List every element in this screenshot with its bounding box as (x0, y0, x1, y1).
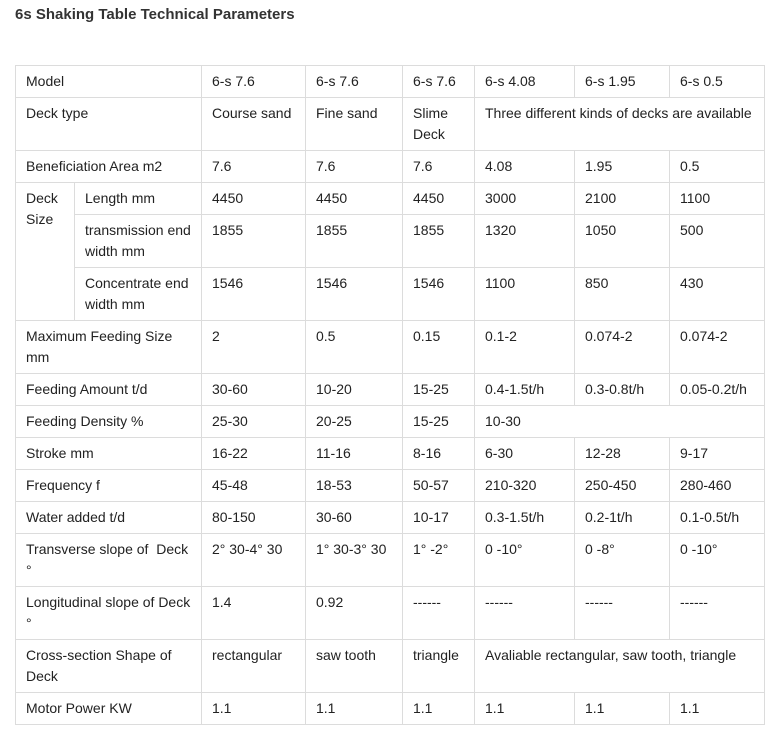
table-cell: 850 (575, 268, 670, 321)
table-cell: 1.95 (575, 151, 670, 183)
table-cell: 9-17 (670, 438, 765, 470)
table-cell: 0.074-2 (575, 321, 670, 374)
row-label-deck-size: Deck Size (16, 183, 75, 321)
row-label-deck-type: Deck type (16, 98, 202, 151)
table-cell: 4450 (403, 183, 475, 215)
table-cell: 7.6 (306, 151, 403, 183)
table-cell: 1.1 (475, 693, 575, 725)
table-cell: 0 -10° (670, 534, 765, 587)
table-cell: ------ (475, 587, 575, 640)
table-cell: 1° 30-3° 30 (306, 534, 403, 587)
table-cell: 0.05-0.2t/h (670, 374, 765, 406)
table-cell: 430 (670, 268, 765, 321)
table-cell: 30-60 (306, 502, 403, 534)
table-cell: rectangular (202, 640, 306, 693)
table-cell: 20-25 (306, 406, 403, 438)
table-cell: 0.5 (306, 321, 403, 374)
table-cell: triangle (403, 640, 475, 693)
table-cell: 15-25 (403, 374, 475, 406)
table-cell: 1546 (202, 268, 306, 321)
table-cell: 11-16 (306, 438, 403, 470)
table-cell: 10-17 (403, 502, 475, 534)
table-cell: 0.92 (306, 587, 403, 640)
table-cell: 0.3-0.8t/h (575, 374, 670, 406)
table-row-motor (16, 693, 765, 725)
table-row-feed-amount (16, 374, 765, 406)
table-row-cross-section (16, 640, 765, 693)
table-cell: 45-48 (202, 470, 306, 502)
table-row-deck-type (16, 98, 765, 151)
row-label-motor: Motor Power KW (16, 693, 202, 725)
table-cell: 1° -2° (403, 534, 475, 587)
table-cell: 0.2-1t/h (575, 502, 670, 534)
table-cell: 6-s 4.08 (475, 66, 575, 98)
table-cell: 1546 (403, 268, 475, 321)
table-cell: Fine sand (306, 98, 403, 151)
table-cell: 10-20 (306, 374, 403, 406)
table-row-longitudinal (16, 587, 765, 640)
table-cell: 80-150 (202, 502, 306, 534)
table-cell: 7.6 (202, 151, 306, 183)
row-label-max-feed-size: Maximum Feeding Size mm (16, 321, 202, 374)
table-cell: 50-57 (403, 470, 475, 502)
table-cell: 4450 (202, 183, 306, 215)
table-cell: 1.1 (306, 693, 403, 725)
row-label-longitudinal: Longitudinal slope of Deck ° (16, 587, 202, 640)
table-row-transmission (16, 215, 765, 268)
table-cell: 0 -10° (475, 534, 575, 587)
table-cell: saw tooth (306, 640, 403, 693)
table-cell: 1.1 (403, 693, 475, 725)
table-cell: 3000 (475, 183, 575, 215)
table-cell: 12-28 (575, 438, 670, 470)
table-cell: 18-53 (306, 470, 403, 502)
table-cell: 1100 (670, 183, 765, 215)
table-cell: 0.4-1.5t/h (475, 374, 575, 406)
table-cell: Course sand (202, 98, 306, 151)
table-cell: 0.5 (670, 151, 765, 183)
table-cell: 6-s 7.6 (403, 66, 475, 98)
table-row-water (16, 502, 765, 534)
table-cell: 1.1 (202, 693, 306, 725)
table-cell: 1855 (202, 215, 306, 268)
table-cell: 15-25 (403, 406, 475, 438)
table-cell: 2° 30-4° 30 (202, 534, 306, 587)
table-cell: 1855 (403, 215, 475, 268)
row-label-stroke: Stroke mm (16, 438, 202, 470)
table-row-length (16, 183, 765, 215)
table-cell: 16-22 (202, 438, 306, 470)
table-cell: ------ (670, 587, 765, 640)
table-cell: 0.3-1.5t/h (475, 502, 575, 534)
page-title: 6s Shaking Table Technical Parameters (15, 6, 295, 23)
table-cell: 6-s 7.6 (202, 66, 306, 98)
table-cell: 500 (670, 215, 765, 268)
table-cell: 7.6 (403, 151, 475, 183)
table-row-max-feed-size (16, 321, 765, 374)
table-cell: 6-30 (475, 438, 575, 470)
table-cell: 1.4 (202, 587, 306, 640)
table-row-frequency (16, 470, 765, 502)
table-cell: 1100 (475, 268, 575, 321)
table-cell-shared: Three different kinds of decks are available (475, 98, 765, 151)
table-row-feed-density (16, 406, 765, 438)
sub-label-concentrate: Concentrate end width mm (75, 268, 202, 321)
table-cell: 4450 (306, 183, 403, 215)
row-label-frequency: Frequency f (16, 470, 202, 502)
table-cell: 1.1 (575, 693, 670, 725)
table-cell: 0.074-2 (670, 321, 765, 374)
table-cell: 280-460 (670, 470, 765, 502)
table-cell-shared: Avaliable rectangular, saw tooth, triangle (475, 640, 765, 693)
table-cell: 25-30 (202, 406, 306, 438)
table-row-transverse (16, 534, 765, 587)
parameters-table (15, 65, 765, 725)
table-cell: 1320 (475, 215, 575, 268)
table-cell: 8-16 (403, 438, 475, 470)
table-cell: 210-320 (475, 470, 575, 502)
table-cell-shared: 10-30 (475, 406, 765, 438)
row-label-feed-density: Feeding Density % (16, 406, 202, 438)
table-cell: 1.1 (670, 693, 765, 725)
row-label-model: Model (16, 66, 202, 98)
table-cell: ------ (403, 587, 475, 640)
table-cell: 6-s 7.6 (306, 66, 403, 98)
table-cell: 1855 (306, 215, 403, 268)
table-cell: 250-450 (575, 470, 670, 502)
table-cell: 6-s 1.95 (575, 66, 670, 98)
row-label-feed-amount: Feeding Amount t/d (16, 374, 202, 406)
table-cell: 0 -8° (575, 534, 670, 587)
table-cell: 1050 (575, 215, 670, 268)
table-cell: 2 (202, 321, 306, 374)
table-cell: 0.1-0.5t/h (670, 502, 765, 534)
table-cell: 2100 (575, 183, 670, 215)
table-cell: 0.15 (403, 321, 475, 374)
table-cell: 6-s 0.5 (670, 66, 765, 98)
table-cell: 4.08 (475, 151, 575, 183)
table-cell: Slime Deck (403, 98, 475, 151)
table-cell: 1546 (306, 268, 403, 321)
table-row-area (16, 151, 765, 183)
row-label-transverse: Transverse slope of Deck ° (16, 534, 202, 587)
row-label-cross-section: Cross-section Shape of Deck (16, 640, 202, 693)
table-cell: 30-60 (202, 374, 306, 406)
sub-label-length: Length mm (75, 183, 202, 215)
table-cell: 0.1-2 (475, 321, 575, 374)
table-row-model (16, 66, 765, 98)
row-label-water: Water added t/d (16, 502, 202, 534)
sub-label-transmission: transmission end width mm (75, 215, 202, 268)
table-cell: ------ (575, 587, 670, 640)
row-label-area: Beneficiation Area m2 (16, 151, 202, 183)
table-row-stroke (16, 438, 765, 470)
table-row-concentrate (16, 268, 765, 321)
